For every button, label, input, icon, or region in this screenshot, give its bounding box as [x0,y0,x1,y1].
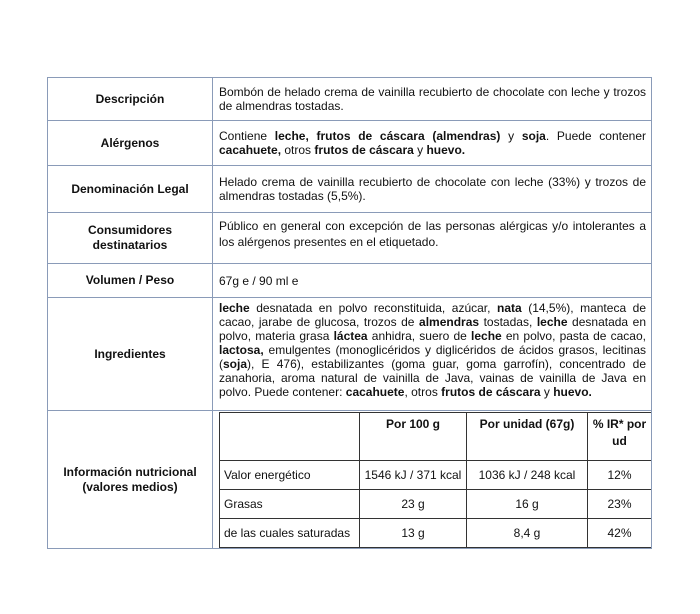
nutrient-perunit: 1036 kJ / 248 kcal [467,461,588,490]
value-consumidores: Público en general con excepción de las personas alérgicas y/o intolerantes a los alérgenos presentes en el etiquetado. [213,213,652,264]
label-denominacion: Denominación Legal [48,166,213,213]
row-nutricional [48,411,652,549]
row-ingredientes [48,298,652,411]
table-row [220,461,652,490]
row-descripcion [48,78,652,121]
nutrition-header-per100: Por 100 g [360,413,467,461]
value-denominacion: Helado crema de vainilla recubierto de chocolate con leche (33%) y trozos de almendras tostadas (5,5%). [213,166,652,213]
label-volumen: Volumen / Peso [48,264,213,298]
value-volumen: 67g e / 90 ml e [213,264,652,298]
nutrient-name: Valor energético [220,461,360,490]
value-alergenos: Contiene leche, frutos de cáscara (almendras) y soja. Puede contener cacahuete, otros frutos de cáscara y huevo. [213,121,652,166]
nutrient-ir: 42% [588,519,652,548]
nutrition-header-ir: % IR* por ud [588,413,652,461]
nutrition-table [219,412,652,548]
row-consumidores [48,213,652,264]
row-volumen [48,264,652,298]
nutrition-header-blank [220,413,360,461]
nutrient-ir: 12% [588,461,652,490]
row-denominacion [48,166,652,213]
table-row [220,519,652,548]
label-descripcion: Descripción [48,78,213,121]
nutrition-header-row [220,413,652,461]
label-ingredientes: Ingredientes [48,298,213,411]
row-alergenos [48,121,652,166]
nutrient-perunit: 8,4 g [467,519,588,548]
value-descripcion: Bombón de helado crema de vainilla recubierto de chocolate con leche y trozos de almendras tostadas. [213,78,652,121]
label-consumidores: Consumidores destinatarios [48,213,213,264]
nutrient-per100: 1546 kJ / 371 kcal [360,461,467,490]
nutrient-perunit: 16 g [467,490,588,519]
nutrient-name: de las cuales saturadas [220,519,360,548]
label-nutricional: Información nutricional (valores medios) [48,411,213,549]
table-row [220,490,652,519]
nutrient-per100: 23 g [360,490,467,519]
nutrition-header-perunit: Por unidad (67g) [467,413,588,461]
nutrient-per100: 13 g [360,519,467,548]
nutrient-name: Grasas [220,490,360,519]
label-alergenos: Alérgenos [48,121,213,166]
value-ingredientes: leche desnatada en polvo reconstituida, azúcar, nata (14,5%), manteca de cacao, jarabe de glucosa, trozos de almendras tostadas, leche desnatada en polvo, materia grasa láctea anhidra, suero de leche en polvo, pasta de cacao, lactosa, emulgentes (monoglicéridos y diglicéridos de ácidos grasos, lecitinas (soja), E 476), estabilizantes (goma guar, goma garrofín), concentrado de zanahoria, aroma natural de vainilla de Java, vainas de vainilla de Java en polvo. Puede contener: cacahuete, otros frutos de cáscara y huevo. [213,298,652,411]
product-info-table [47,77,652,549]
value-nutricional [213,411,652,549]
product-sheet [47,77,652,549]
nutrient-ir: 23% [588,490,652,519]
